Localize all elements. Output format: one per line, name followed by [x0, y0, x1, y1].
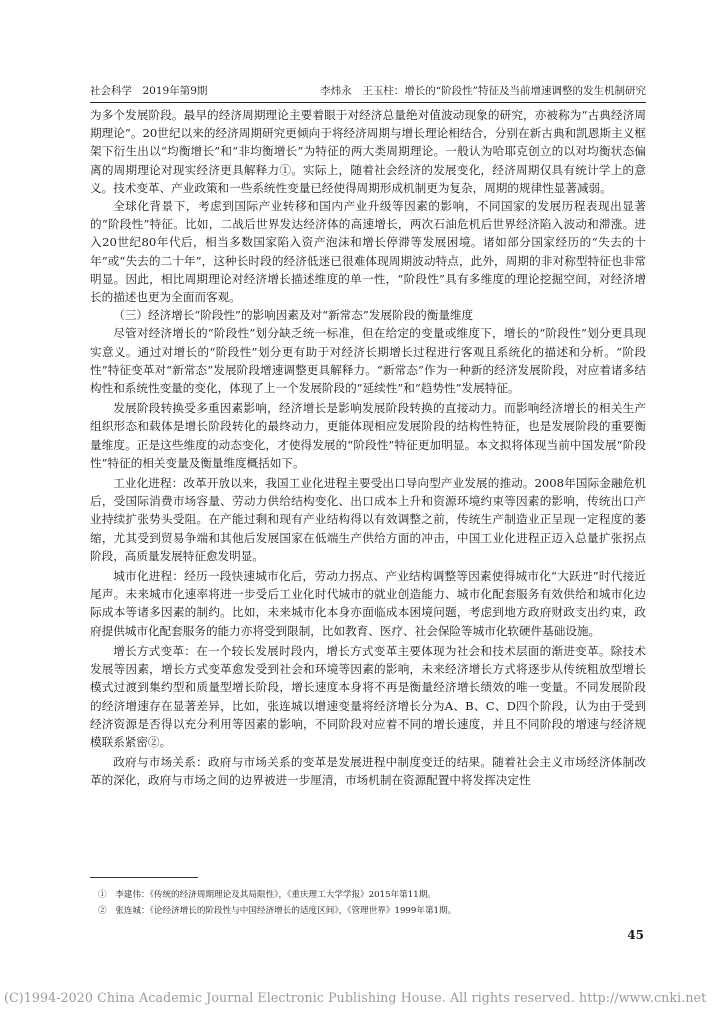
article-title: 李炜永 王玉柱：增长的“阶段性”特征及当前增速调整的发生机制研究 [320, 85, 646, 97]
paragraph: 尽管对经济增长的“阶段性”划分缺乏统一标准，但在给定的变量或维度下，增长的“阶段性”划分更具现实意义。通过对增长的“阶段性”划分更有助于对经济长期增长过程进行客观且系统化的描述和分析。“阶段性”特征变革对“新常态”发展阶段增速调整更具解释力。“新常态”作为一种新的经济发展阶段，对应着诸多结构性和系统性变量的变化，体现了上一个发展阶段的“延续性”和“趋势性”发展特征。 [90, 326, 646, 396]
footnote: ① 李建伟：《传统的经济周期理论及其局限性》，《重庆理工大学学报》2015年第11期。 [98, 890, 436, 900]
paragraph: 城市化进程：经历一段快速城市化后，劳动力拐点、产业结构调整等因素使得城市化“大跃进”时代接近尾声。未来城市化速率将进一步受后工业化时代城市的就业创造能力、城市化配套服务有效供给和城市化边际成本等诸多因素的制约。比如，未来城市化本身亦面临成本困境问题，考虑到地方政府财政支出约束，政府提供城市化配套服务的能力亦将受到限制，比如教育、医疗、社会保险等城市化软硬件基础设施。 [90, 569, 646, 638]
paragraph: 发展阶段转换受多重因素影响，经济增长是影响发展阶段转换的直接动力。而影响经济增长的相关生产组织形态和载体是增长阶段转化的最终动力，更能体现相应发展阶段的结构性特征，也是发展阶段的重要衡量维度。正是这些维度的动态变化，才使得发展的“阶段性”特征更加明显。本文拟将体现当前中国发展“阶段性”特征的相关变量及衡量维度概括如下。 [90, 401, 646, 470]
footnotes [90, 887, 646, 919]
running-header [90, 80, 646, 103]
paragraph: 全球化背景下，考虑到国际产业转移和国内产业升级等因素的影响，不同国家的发展历程表现出显著的“阶段性”特征。比如，二战后世界发达经济体的高速增长，两次石油危机后世界经济陷入波动和滞涨。进入20世纪80年代后，相当多数国家陷入资产泡沫和增长停滞等发展困境。诸如部分国家经历的“失去的十年”或“失去的二十年”，这种长时段的经济低迷已很难体现周期波动特点，此外，周期的非对称型特征也非常明显。因此，相比周期理论对经济增长描述维度的单一性，“阶段性”具有多维度的理论挖掘空间，对经济增长的描述也更为全面而客观。 [90, 199, 646, 305]
paragraph: 政府与市场关系：政府与市场关系的变革是发展进程中制度变迁的结果。随着社会主义市场经济体制改革的深化，政府与市场之间的边界被进一步厘清，市场机制在资源配置中将发挥决定性 [90, 755, 646, 788]
copyright-watermark: (C)1994-2020 China Academic Journal Electronic Publishing House. All rights reserved. http://www.cnki.net [4, 990, 707, 1005]
journal-info: 社会科学 2019年第9期 [90, 85, 208, 97]
footnote: ② 张连城：《论经济增长的阶段性与中国经济增长的适度区间》，《管理世界》1999年第1期。 [98, 906, 457, 916]
page-number: 45 [627, 928, 644, 942]
paragraph: 为多个发展阶段。最早的经济周期理论主要着眼于对经济总量绝对值波动现象的研究，亦被称为“古典经济周期理论”。20世纪以来的经济周期研究更倾向于将经济周期与增长理论相结合，分别在新古典和凯恩斯主义框架下衍生出以“均衡增长”和“非均衡增长”为特征的两大类周期理论。一般认为哈耶克创立的以对均衡状态偏离的周期理论对现实经济更具解释力①。实际上，随着社会经济的发展变化，经济周期仅具有统计学上的意义。技术变革、产业政策和一些系统性变量已经使得周期形成机制更为复杂，周期的规律性显著减弱。 [90, 108, 646, 195]
paragraph: 工业化进程：改革开放以来，我国工业化进程主要受出口导向型产业发展的推动。2008年国际金融危机后，受国际消费市场容量、劳动力供给结构变化、出口成本上升和资源环境约束等因素的影响，传统出口产业持续扩张势头受阻。在产能过剩和现有产业结构得以有效调整之前，传统生产制造业正呈现一定程度的萎缩，尤其受到贸易争端和其他后发展国家在低端生产供给方面的冲击，中国工业化进程正迈入总量扩张拐点阶段，高质量发展特征愈发明显。 [90, 476, 646, 563]
footnote-divider [90, 877, 198, 878]
body-text [90, 106, 646, 790]
section-heading: （三）经济增长“阶段性”的影响因素及对“新常态”发展阶段的衡量维度 [113, 308, 474, 323]
paragraph: 增长方式变革：在一个较长发展时段内，增长方式变革主要体现为社会和技术层面的渐进变革。除技术发展等因素，增长方式变革愈发受到社会和环境等因素的影响，未来经济增长方式将逐步从传统粗放型增长模式过渡到集约型和质量型增长阶段，增长速度本身将不再是衡量经济增长绩效的唯一变量。不同发展阶段的经济增速存在显著差异，比如，张连城以增速变量将经济增长分为A、B、C、D四个阶段，认为由于受到经济资源是否得以充分利用等因素的影响，不同阶段对应着不同的增长速度，并且不同阶段的增速与经济规模联系紧密②。 [90, 643, 646, 749]
